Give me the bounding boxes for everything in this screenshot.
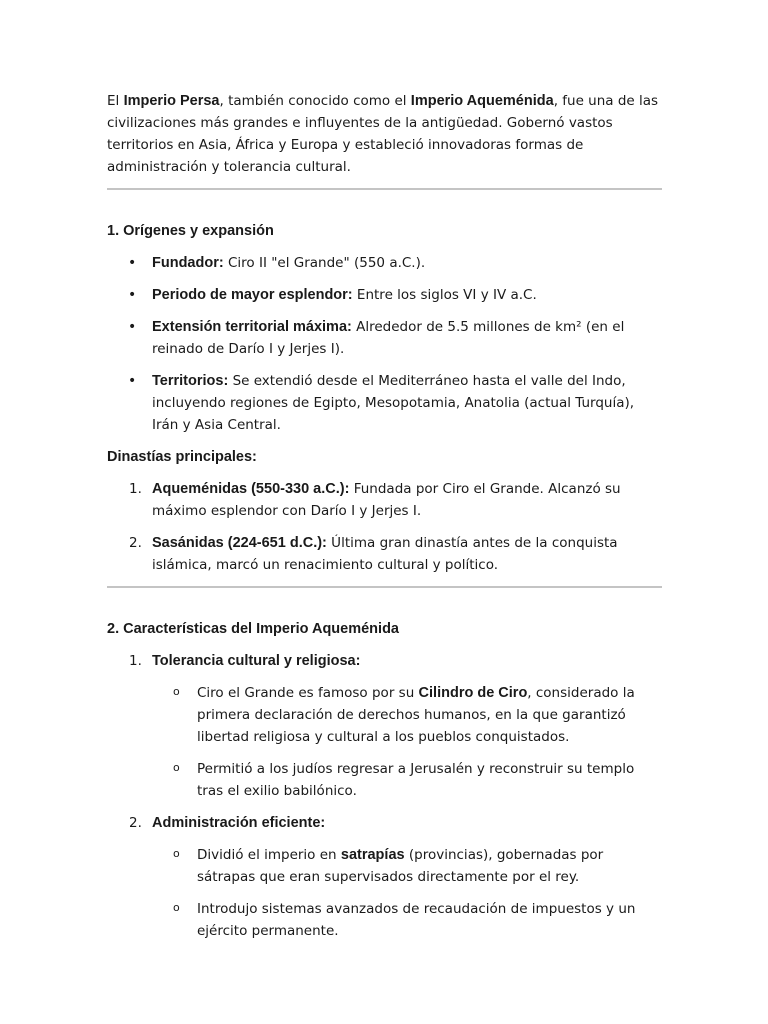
number-marker: 2. (129, 815, 142, 831)
list-item (107, 478, 662, 522)
item-bold: satrapías (340, 847, 405, 863)
item-text: Ciro II "el Grande" (550 a.C.). (223, 255, 426, 271)
item-label: Periodo de mayor esplendor: (152, 287, 353, 303)
item-text: Fundada por Ciro el Grande. Alcanzó su máximo esplendor con Darío I y Jerjes I. (152, 481, 621, 519)
number-marker: 1. (129, 481, 142, 497)
item-text: Alrededor de 5.5 millones de km² (en el reinado de Darío I y Jerjes I). (152, 319, 625, 357)
bullet-marker: • (128, 287, 137, 303)
list-item (107, 252, 662, 274)
item-text: Ciro el Grande es famoso por su (197, 685, 419, 701)
item-text: Entre los siglos VI y IV a.C. (352, 287, 537, 303)
item-label: Territorios: (152, 373, 229, 389)
item-label: Extensión territorial máxima: (152, 319, 352, 335)
section-heading: 1. Orígenes y expansión (107, 223, 274, 239)
bullet-marker: • (128, 255, 137, 271)
item-text: Dividió el imperio en (197, 847, 341, 863)
sub-bullet-marker: o (173, 847, 180, 860)
intro-text: , también conocido como el (219, 93, 411, 109)
item-text: Introdujo sistemas avanzados de recaudación de impuestos y un ejército permanente. (197, 901, 636, 939)
list-item (107, 284, 662, 306)
sub-list-item (152, 898, 662, 942)
item-label: Administración eficiente: (152, 815, 326, 831)
number-marker: 1. (129, 653, 142, 669)
bullet-marker: • (128, 319, 137, 335)
sub-bullet-marker: o (173, 901, 180, 914)
intro-paragraph (107, 90, 662, 178)
origins-list (107, 252, 662, 436)
intro-bold: Imperio Persa (123, 93, 220, 109)
list-item (107, 532, 662, 576)
intro-bold: Imperio Aqueménida (410, 93, 554, 109)
sub-bullet-marker: o (173, 685, 180, 698)
item-text: Permitió a los judíos regresar a Jerusalén y reconstruir su templo tras el exilio babilónico. (197, 761, 635, 799)
item-bold: Cilindro de Ciro (418, 685, 528, 701)
sub-list (152, 682, 662, 802)
sub-list-item (152, 844, 662, 888)
list-item (107, 812, 662, 942)
sub-list-item (152, 758, 662, 802)
characteristics-list (107, 650, 662, 942)
list-item (107, 370, 662, 436)
item-text: (provincias), gobernadas por sátrapas que eran supervisados directamente por el rey. (197, 847, 604, 885)
item-label: Tolerancia cultural y religiosa: (152, 653, 361, 669)
dynasties-list (107, 478, 662, 576)
item-text: Se extendió desde el Mediterráneo hasta el valle del Indo, incluyendo regiones de Egipto, Mesopotamia, Anatolia (actual Turquía), Irán y Asia Central. (152, 373, 635, 433)
subsection-heading: Dinastías principales: (107, 449, 257, 465)
item-text: Última gran dinastía antes de la conquista islámica, marcó un renacimiento cultural y político. (152, 535, 618, 573)
document-content (107, 90, 662, 952)
item-text: , considerado la primera declaración de derechos humanos, en la que garantizó libertad religiosa y cultural a los pueblos conquistados. (197, 685, 635, 745)
section-heading: 2. Características del Imperio Aqueménida (107, 621, 399, 637)
sub-bullet-marker: o (173, 761, 180, 774)
bullet-marker: • (128, 373, 137, 389)
item-label: Aqueménidas (550-330 a.C.): (152, 481, 350, 497)
sub-list-item (152, 682, 662, 748)
item-label: Sasánidas (224-651 d.C.): (152, 535, 327, 551)
list-item (107, 316, 662, 360)
list-item (107, 650, 662, 802)
intro-text: , fue una de las civilizaciones más grandes e influyentes de la antigüedad. Gobernó vastos territorios en Asia, África y Europa y estableció innovadoras formas de administración y tolerancia cultural. (107, 93, 659, 175)
intro-text: El (107, 93, 124, 109)
number-marker: 2. (129, 535, 142, 551)
sub-list (152, 844, 662, 942)
item-label: Fundador: (152, 255, 224, 271)
